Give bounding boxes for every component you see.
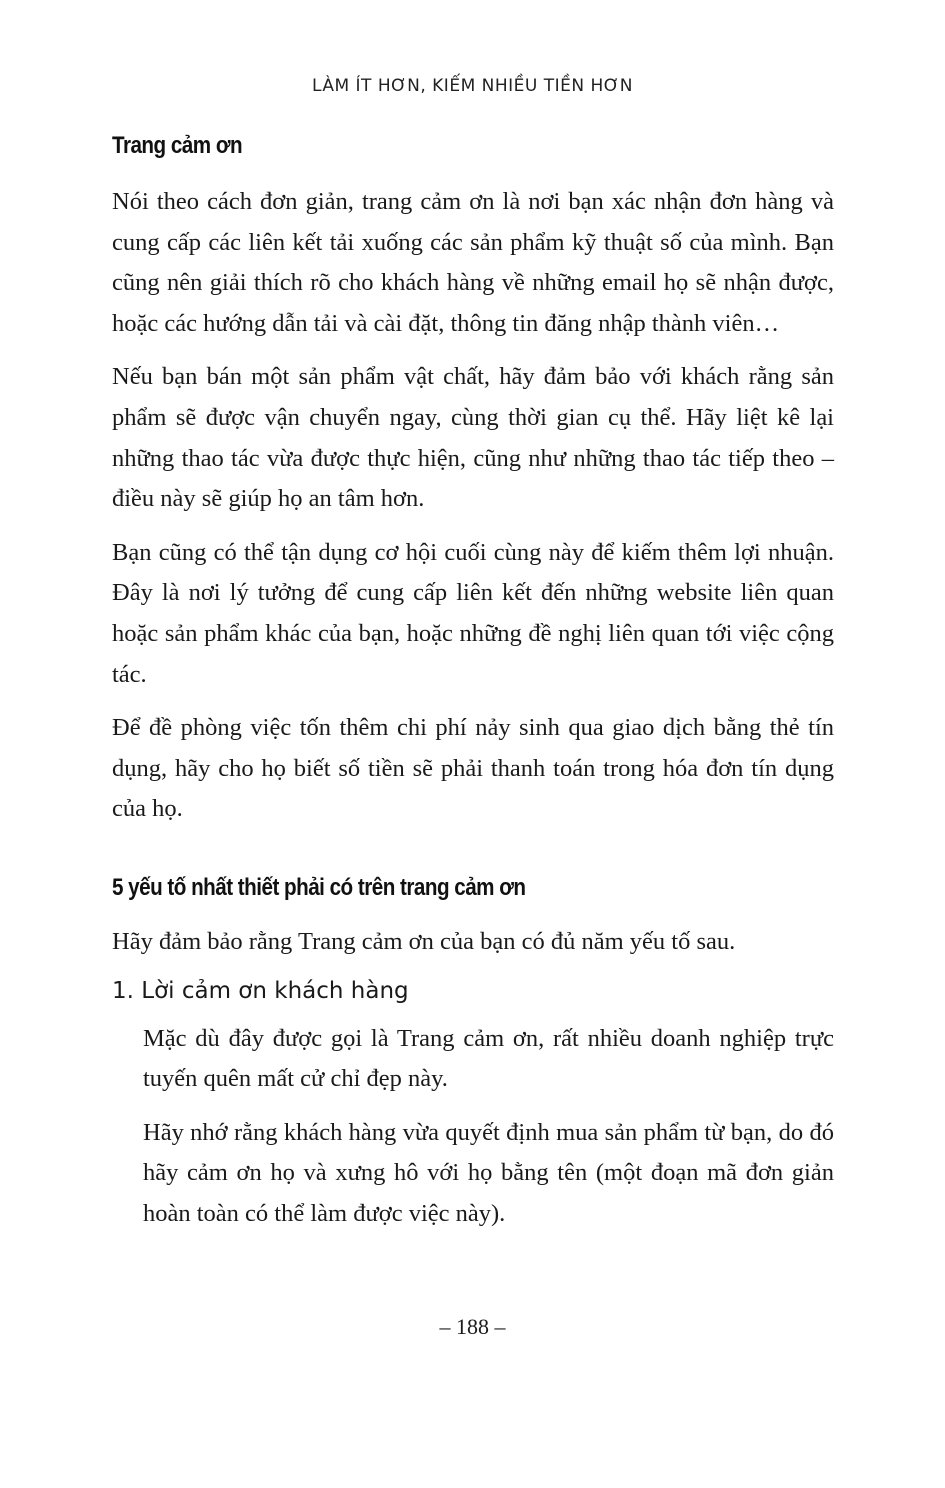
list-item-paragraph: Hãy nhớ rằng khách hàng vừa quyết định mua sản phẩm từ bạn, do đó hãy cảm ơn họ và xưng hô với họ bằng tên (một đoạn mã đơn giản hoàn toàn có thể làm được việc này). <box>143 1118 834 1227</box>
page-number: – 188 – <box>439 1314 506 1339</box>
paragraph-definition: Nói theo cách đơn giản, trang cảm ơn là nơi bạn xác nhận đơn hàng và cung cấp các liên kết tải xuống các sản phẩm kỹ thuật số của mình. Bạn cũng nên giải thích rõ cho khách hàng về những email họ sẽ nhận được, hoặc các hướng dẫn tải và cài đặt, thông tin đăng nhập thành viên… <box>112 188 834 337</box>
list-item-paragraph: Mặc dù đây được gọi là Trang cảm ơn, rất nhiều doanh nghiệp trực tuyến quên mất cử chỉ đẹp này. <box>143 1024 834 1093</box>
section-heading-five-elements: 5 yếu tố nhất thiết phải có trên trang cảm ơn <box>112 873 526 901</box>
running-header: LÀM ÍT HƠN, KIẾM NHIỀU TIỀN HƠN <box>311 76 634 96</box>
page-body <box>112 128 834 1247</box>
list-item-title: 1. Lời cảm ơn khách hàng <box>112 977 409 1004</box>
paragraph-intro: Hãy đảm bảo rằng Trang cảm ơn của bạn có đủ năm yếu tố sau. <box>112 927 736 955</box>
paragraph-credit-card: Để đề phòng việc tốn thêm chi phí nảy sinh qua giao dịch bằng thẻ tín dụng, hãy cho họ biết số tiền sẽ phải thanh toán trong hóa đơn tín dụng của họ. <box>112 714 834 823</box>
paragraph-extra-profit: Bạn cũng có thể tận dụng cơ hội cuối cùng này để kiếm thêm lợi nhuận. Đây là nơi lý tưởng để cung cấp liên kết đến những website liên quan hoặc sản phẩm khác của bạn, hoặc những đề nghị liên quan tới việc cộng tác. <box>112 538 834 688</box>
section-heading-thank-you-page: Trang cảm ơn <box>112 132 243 159</box>
paragraph-physical-product: Nếu bạn bán một sản phẩm vật chất, hãy đảm bảo với khách rằng sản phẩm sẽ được vận chuyển ngay, cùng thời gian cụ thể. Hãy liệt kê lại những thao tác vừa được thực hiện, cũng như những thao tác tiếp theo – điều này sẽ giúp họ an tâm hơn. <box>112 363 834 513</box>
